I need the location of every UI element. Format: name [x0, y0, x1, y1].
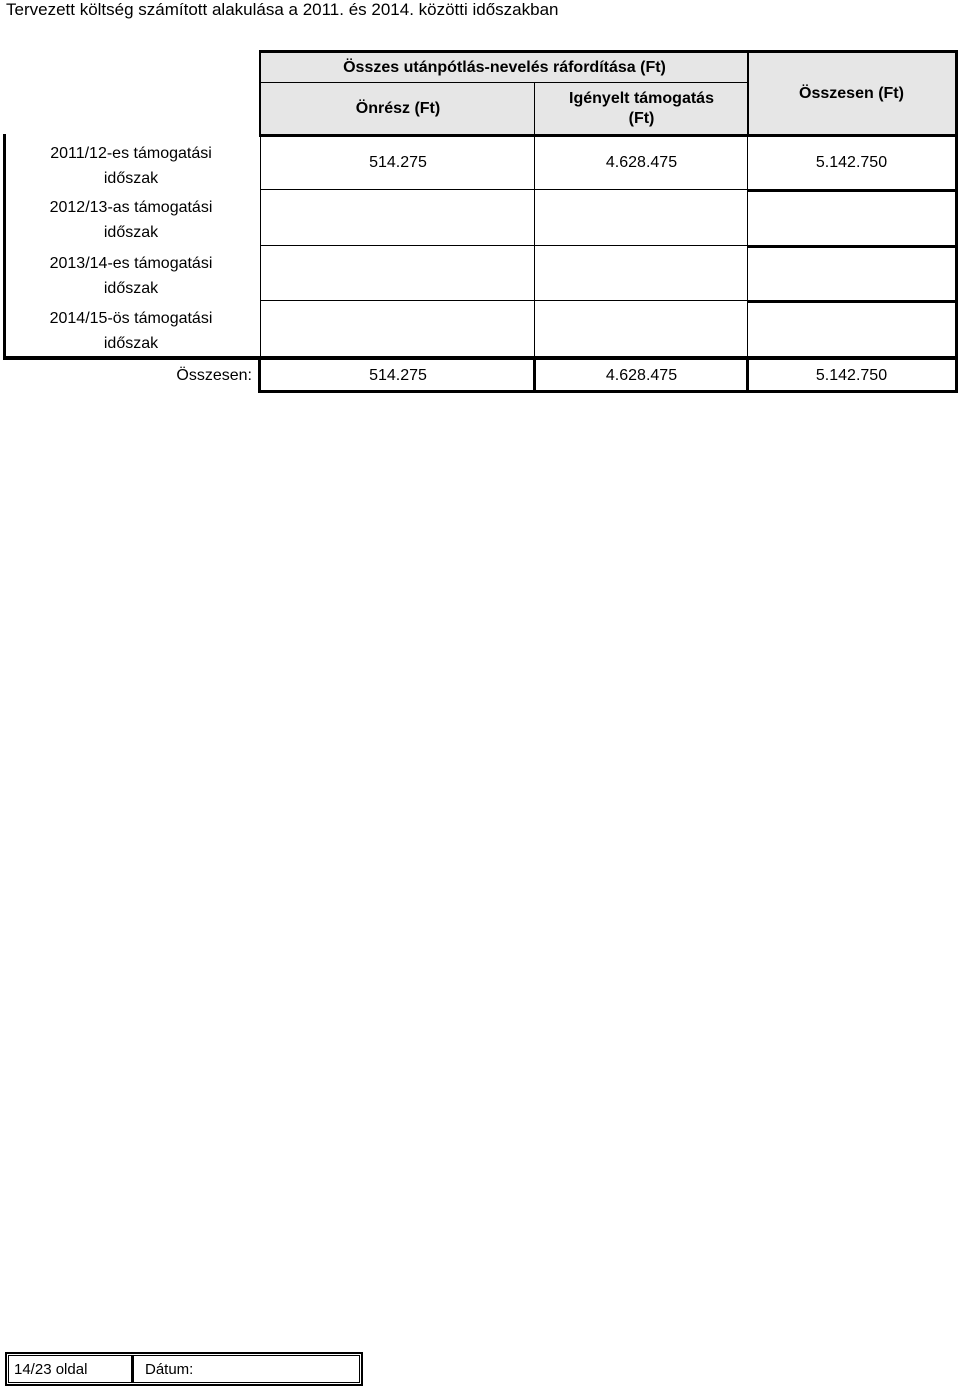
header-osszesen	[748, 53, 955, 135]
table-rule	[747, 50, 749, 137]
row-2011-igenyelt: 4.628.475	[605, 154, 678, 171]
total-label: Összesen:	[176, 367, 252, 384]
header-onresz-text: Önrész (Ft)	[355, 100, 441, 117]
header-osszesen-text: Összesen (Ft)	[799, 85, 904, 102]
group-header	[261, 53, 748, 83]
table-rule	[748, 189, 955, 192]
table-rule	[3, 134, 6, 360]
header-onresz	[261, 83, 535, 135]
table-rule	[746, 360, 749, 393]
page-title: Tervezett költség számított alakulása a 2011. és 2014. közötti időszakban	[6, 0, 559, 19]
table-rule	[955, 50, 958, 393]
row-label-2012: 2012/13-as támogatási időszak	[49, 199, 213, 241]
total-osszesen: 5.142.750	[815, 367, 888, 384]
row-2014-osszesen	[748, 302, 955, 356]
total-igenyelt: 4.628.475	[605, 367, 678, 384]
table-rule	[259, 134, 957, 137]
row-2013-igenyelt	[535, 247, 748, 301]
total-onresz: 514.275	[369, 367, 427, 384]
footer-divider	[131, 1355, 134, 1383]
row-label-2011: 2011/12-es támogatási időszak	[50, 145, 212, 187]
table-rule	[748, 245, 955, 248]
row-2011-osszesen: 5.142.750	[815, 154, 888, 171]
footer-date-label: Dátum:	[145, 1360, 194, 1378]
table-rule	[259, 50, 957, 53]
row-2014-igenyelt	[535, 302, 748, 356]
table-rule	[258, 360, 261, 393]
table-rule	[3, 356, 958, 360]
table-rule	[534, 137, 535, 356]
group-header-text: Összes utánpótlás-nevelés ráfordítása (Ft)	[343, 59, 666, 76]
row-2012-osszesen	[748, 191, 955, 245]
row-2012-onresz	[261, 191, 535, 245]
row-2013-osszesen	[748, 247, 955, 301]
footer-page: 14/23 oldal	[14, 1360, 88, 1378]
row-2014-onresz	[261, 302, 535, 356]
header-igenyelt-text: Igényelt támogatás (Ft)	[569, 90, 714, 127]
table-rule	[258, 390, 958, 393]
row-2011-onresz: 514.275	[369, 154, 427, 171]
table-rule	[748, 300, 955, 303]
table-rule	[533, 360, 536, 393]
row-2012-igenyelt	[535, 191, 748, 245]
table-rule	[259, 50, 261, 137]
header-igenyelt	[535, 83, 748, 135]
table-rule	[261, 82, 748, 83]
row-label-2013: 2013/14-es támogatási időszak	[49, 255, 213, 297]
row-label-2014: 2014/15-ös támogatási időszak	[49, 310, 213, 352]
table-rule	[534, 83, 535, 135]
row-2013-onresz	[261, 247, 535, 301]
table-rule	[260, 137, 261, 356]
